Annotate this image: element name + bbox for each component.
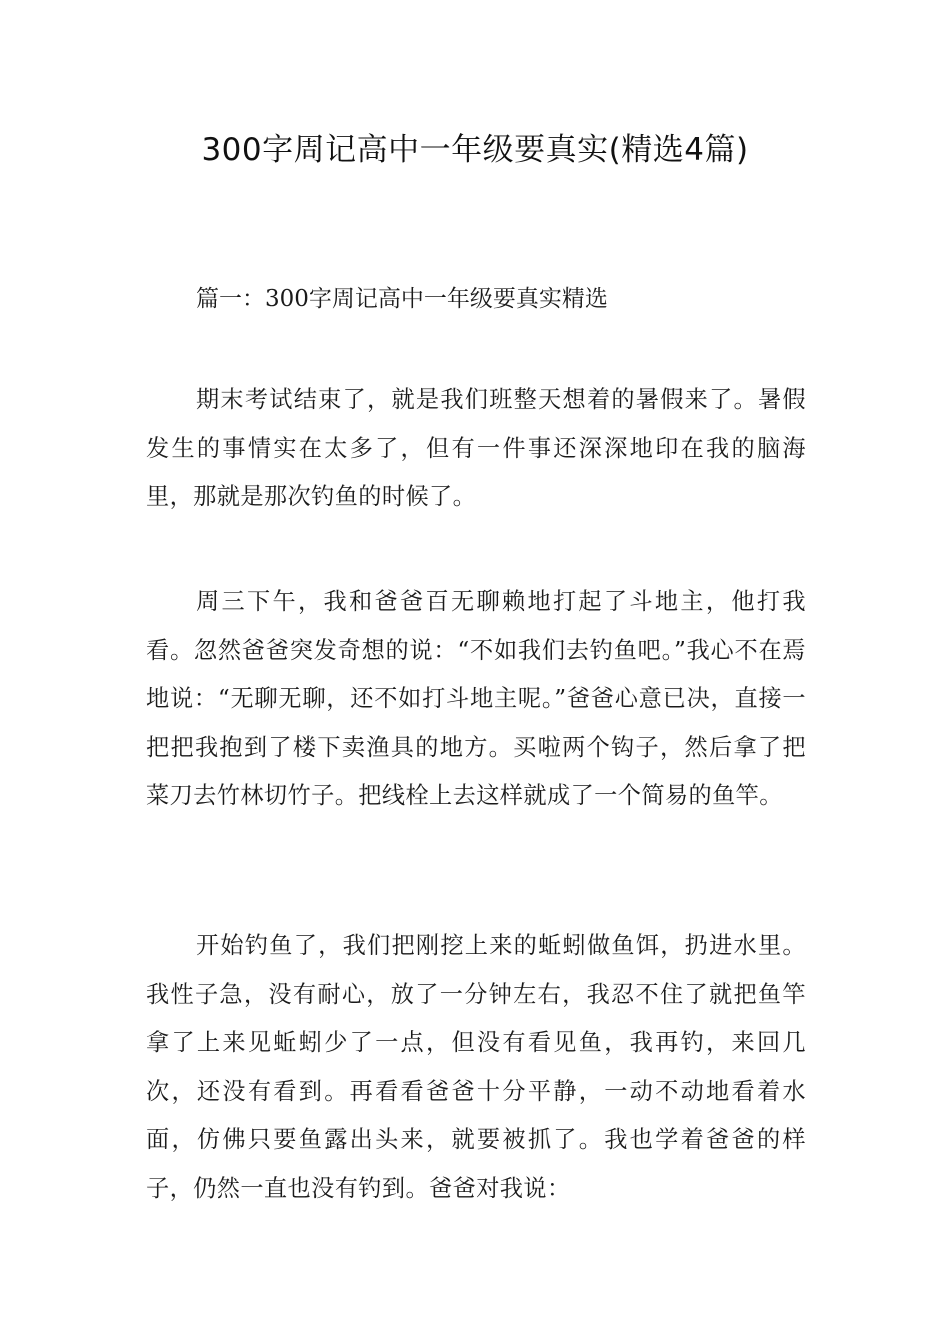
document-title: 300字周记高中一年级要真实(精选4篇) (201, 132, 749, 168)
section-heading: 篇一：300字周记高中一年级要真实精选 (196, 286, 608, 312)
paragraph-3: 开始钓鱼了，我们把刚挖上来的蚯蚓做鱼饵，扔进水里。我性子急，没有耐心，放了一分钟左右，我忍不住了就把鱼竿拿了上来见蚯蚓少了一点，但没有看见鱼，我再钓，来回几次，还没有看到。再看看爸爸十分平静，一动不动地看着水面，仿佛只要鱼露出头来，就要被抓了。我也学着爸爸的样子，仍然一直也没有钓到。爸爸对我说： (146, 932, 806, 1202)
paragraph-2: 周三下午，我和爸爸百无聊赖地打起了斗地主，他打我看。忽然爸爸突发奇想的说：“不如我们去钓鱼吧。”我心不在焉地说：“无聊无聊，还不如打斗地主呢。”爸爸心意已决，直接一把把我抱到了楼下卖渔具的地方。买啦两个钩子，然后拿了把菜刀去竹林切竹子。把线栓上去这样就成了一个简易的鱼竿。 (146, 588, 806, 809)
paragraph-1: 期末考试结束了，就是我们班整天想着的暑假来了。暑假发生的事情实在太多了，但有一件事还深深地印在我的脑海里，那就是那次钓鱼的时候了。 (146, 386, 806, 510)
